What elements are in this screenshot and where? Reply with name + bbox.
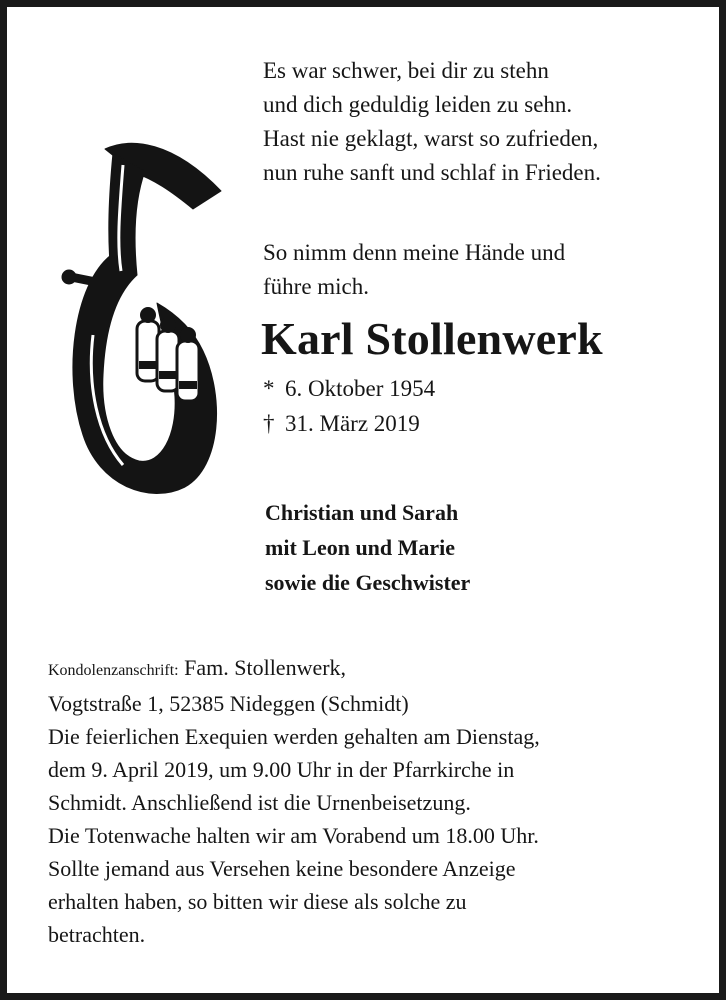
service-line: Schmidt. Anschließend ist die Urnenbeisetzung. bbox=[48, 790, 471, 815]
condolence-line bbox=[48, 651, 708, 687]
condolence-address: Vogtstraße 1, 52385 Nideggen (Schmidt) bbox=[48, 691, 409, 716]
poem-line: nun ruhe sanft und schlaf in Frieden. bbox=[263, 160, 601, 185]
birth-star-icon: * bbox=[263, 376, 275, 401]
death-date-line bbox=[263, 406, 435, 441]
verse-line: führe mich. bbox=[263, 274, 370, 299]
condolence-name: Fam. Stollenwerk, bbox=[184, 655, 347, 680]
service-line: Sollte jemand aus Versehen keine besondere Anzeige bbox=[48, 856, 516, 881]
death-date: 31. März 2019 bbox=[285, 411, 420, 436]
service-line: erhalten haben, so bitten wir diese als solche zu bbox=[48, 889, 467, 914]
condolence-label: Kondolenzanschrift: bbox=[48, 662, 179, 679]
service-line: dem 9. April 2019, um 9.00 Uhr in der Pfarrkirche in bbox=[48, 757, 515, 782]
service-line: betrachten. bbox=[48, 922, 146, 947]
poem-line: und dich geduldig leiden zu sehn. bbox=[263, 92, 573, 117]
deceased-name: Karl Stollenwerk bbox=[261, 313, 603, 364]
death-cross-icon: † bbox=[263, 411, 275, 436]
mourner-line: sowie die Geschwister bbox=[265, 570, 471, 595]
birth-date: 6. Oktober 1954 bbox=[285, 376, 436, 401]
mourner-line: mit Leon und Marie bbox=[265, 535, 456, 560]
service-line: Die Totenwache halten wir am Vorabend um 18.00 Uhr. bbox=[48, 823, 539, 848]
notice-details bbox=[48, 651, 708, 951]
verse-line: So nimm denn meine Hände und bbox=[263, 240, 566, 265]
mourner-line: Christian und Sarah bbox=[265, 500, 459, 525]
service-line: Die feierlichen Exequien werden gehalten am Dienstag, bbox=[48, 724, 540, 749]
verse bbox=[263, 236, 713, 304]
poem bbox=[263, 54, 713, 190]
poem-line: Es war schwer, bei dir zu stehn bbox=[263, 58, 549, 83]
tenor-horn-icon bbox=[53, 135, 235, 515]
life-dates bbox=[263, 371, 435, 441]
poem-line: Hast nie geklagt, warst so zufrieden, bbox=[263, 126, 599, 151]
mourners bbox=[265, 495, 470, 600]
birth-date-line bbox=[263, 371, 435, 406]
